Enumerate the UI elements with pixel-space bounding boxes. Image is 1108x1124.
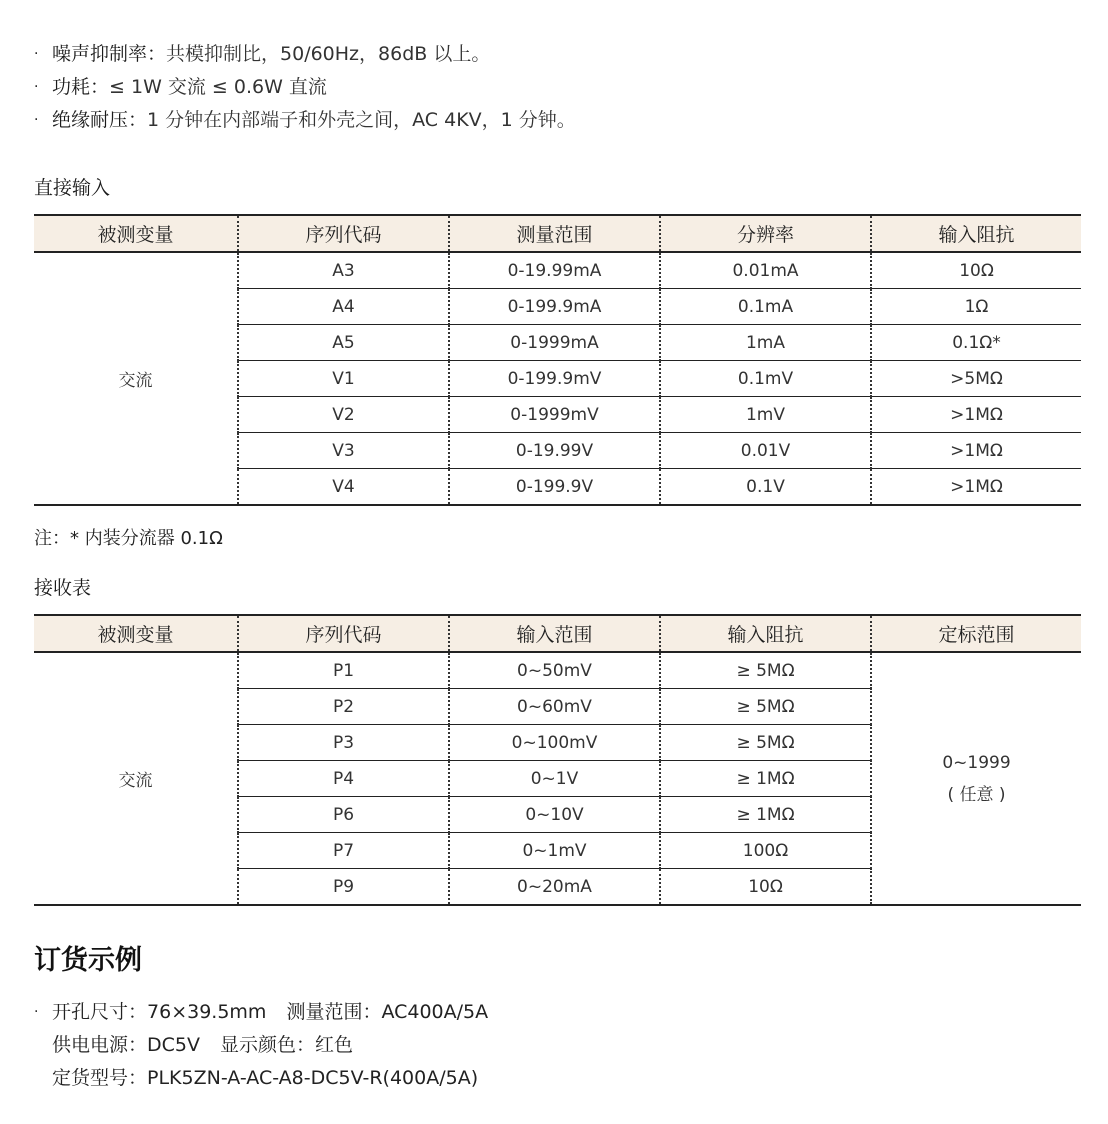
order-line-model [34,1062,488,1095]
impedance-cell: ≥ 1MΩ [660,797,871,833]
bullet-text: 共模抑制比，50/60Hz，86dB 以上。 [166,43,491,65]
code-cell: A5 [238,325,449,361]
order-example-title: 订货示例 [34,945,142,976]
bullet-text: 1 分钟在内部端子和外壳之间，AC 4KV，1 分钟。 [147,109,576,131]
input-range-cell: 0~100mV [449,725,660,761]
header-code: 序列代码 [238,215,449,252]
model-value: PLK5ZN-A-AC-A8-DC5V-R(400A/5A) [147,1067,479,1089]
input-range-cell: 0~1V [449,761,660,797]
code-cell: P7 [238,833,449,869]
receiver-title: 接收表 [34,577,92,599]
resolution-cell: 1mV [660,397,871,433]
range-cell: 0-1999mA [449,325,660,361]
order-line-power [34,1029,488,1062]
header-resolution: 分辨率 [660,215,871,252]
impedance-cell: >1MΩ [871,397,1081,433]
bullet-label: 功耗： [52,76,110,98]
variable-cell: 交流 [34,652,238,905]
direct-input-title: 直接输入 [34,177,111,199]
range-cell: 0-199.9V [449,469,660,506]
shunt-note: 注：* 内装分流器 0.1Ω [34,528,223,549]
order-line-cutout [34,996,488,1029]
range-cell: 0-199.9mA [449,289,660,325]
header-impedance: 输入阻抗 [660,615,871,652]
impedance-cell: ≥ 5MΩ [660,652,871,689]
input-range-cell: 0~50mV [449,652,660,689]
input-range-cell: 0~60mV [449,689,660,725]
range-cell: 0-19.99mA [449,252,660,289]
code-cell: V1 [238,361,449,397]
range-cell: 0-199.9mV [449,361,660,397]
bullet-dot-icon: · [34,1004,39,1020]
impedance-cell: >1MΩ [871,433,1081,469]
header-range: 测量范围 [449,215,660,252]
code-cell: V2 [238,397,449,433]
cutout-label: 开孔尺寸： [52,1001,148,1023]
resolution-cell: 0.1mV [660,361,871,397]
table-header-row [34,215,1081,252]
bullet-dot-icon: · [34,46,39,62]
header-impedance: 输入阻抗 [871,215,1081,252]
table-header-row [34,615,1081,652]
code-cell: P2 [238,689,449,725]
bullet-label: 噪声抑制率： [52,43,167,65]
range-value: AC400A/5A [381,1001,489,1023]
impedance-cell: ≥ 5MΩ [660,689,871,725]
header-code: 序列代码 [238,615,449,652]
code-cell: A4 [238,289,449,325]
color-label: 显示颜色： [220,1034,316,1056]
bullet-text: ≤ 1W 交流 ≤ 0.6W 直流 [109,76,327,98]
code-cell: P4 [238,761,449,797]
bullet-dot-icon: · [34,79,39,95]
header-variable: 被测变量 [34,215,238,252]
table-row [34,252,1081,289]
header-input-range: 输入范围 [449,615,660,652]
bullet-noise-rejection [34,38,576,71]
impedance-cell: 1Ω [871,289,1081,325]
code-cell: P3 [238,725,449,761]
impedance-cell: ≥ 5MΩ [660,725,871,761]
impedance-cell: 10Ω [871,252,1081,289]
range-label: 测量范围： [286,1001,382,1023]
input-range-cell: 0~1mV [449,833,660,869]
code-cell: P9 [238,869,449,906]
power-label: 供电电源： [52,1034,148,1056]
power-value: DC5V [147,1034,200,1056]
impedance-cell: ≥ 1MΩ [660,761,871,797]
model-label: 定货型号： [52,1067,148,1089]
code-cell: P1 [238,652,449,689]
resolution-cell: 0.1mA [660,289,871,325]
order-example-block [34,996,488,1095]
impedance-cell: >5MΩ [871,361,1081,397]
color-value: 红色 [315,1034,354,1056]
header-variable: 被测变量 [34,615,238,652]
cutout-value: 76×39.5mm [147,1001,267,1023]
code-cell: P6 [238,797,449,833]
input-range-cell: 0~10V [449,797,660,833]
impedance-cell: 0.1Ω* [871,325,1081,361]
resolution-cell: 0.01mA [660,252,871,289]
bullet-dot-icon: · [34,112,39,128]
table-row [34,652,1081,689]
variable-cell: 交流 [34,252,238,505]
impedance-cell: 10Ω [660,869,871,906]
direct-input-table [34,214,1081,506]
scale-range-note: ( 任意 ) [947,784,1006,805]
receiver-table [34,614,1081,906]
impedance-cell: 100Ω [660,833,871,869]
code-cell: V3 [238,433,449,469]
resolution-cell: 0.1V [660,469,871,506]
bullet-label: 绝缘耐压： [52,109,148,131]
range-cell: 0-1999mV [449,397,660,433]
spec-bullet-list [34,38,576,137]
resolution-cell: 1mA [660,325,871,361]
bullet-insulation [34,104,576,137]
header-scale-range: 定标范围 [871,615,1081,652]
bullet-power-consumption [34,71,576,104]
input-range-cell: 0~20mA [449,869,660,906]
impedance-cell: >1MΩ [871,469,1081,506]
code-cell: A3 [238,252,449,289]
range-cell: 0-19.99V [449,433,660,469]
resolution-cell: 0.01V [660,433,871,469]
scale-range-cell [871,652,1081,905]
scale-range-value: 0~1999 [942,752,1011,773]
code-cell: V4 [238,469,449,506]
